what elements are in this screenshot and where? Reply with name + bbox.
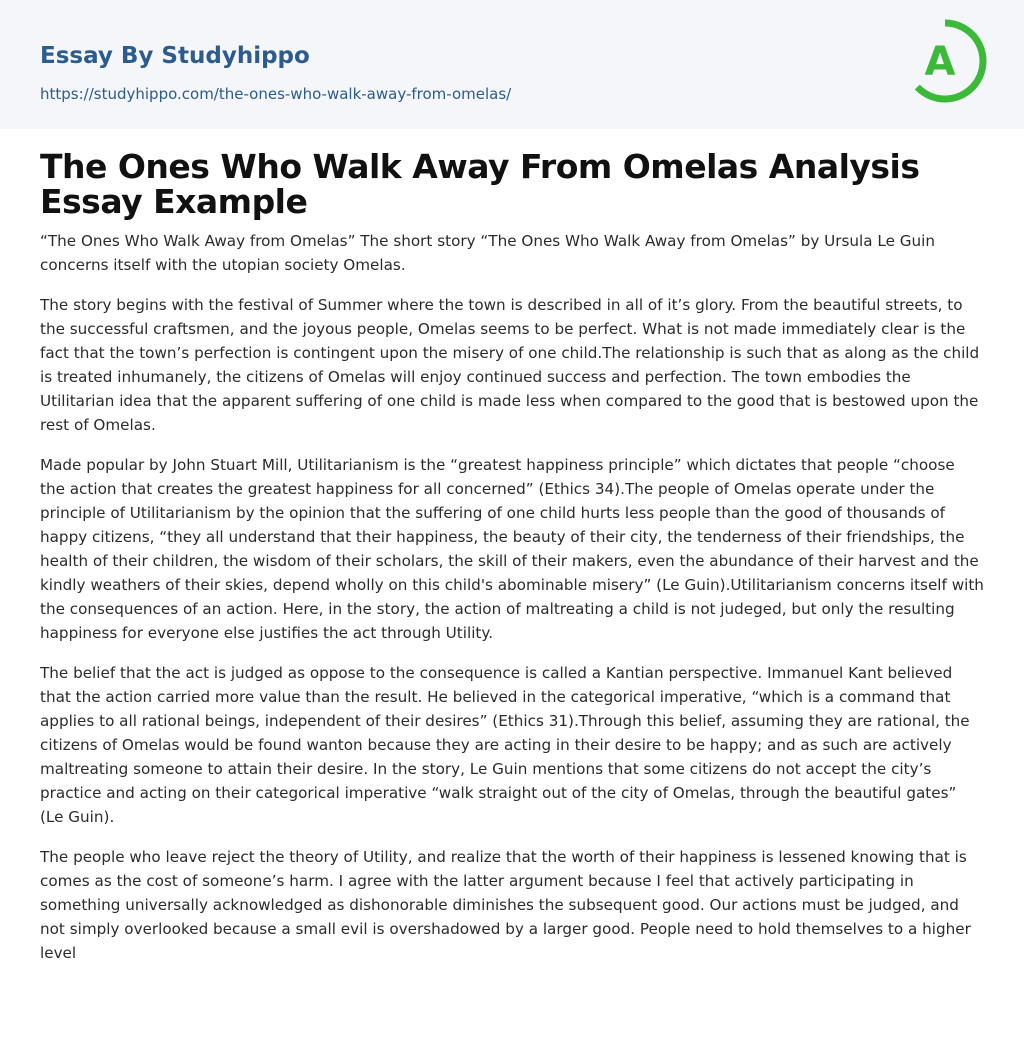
essay-title: The Ones Who Walk Away From Omelas Analysis Essay Example xyxy=(40,147,920,221)
logo-graphic xyxy=(902,18,988,104)
logo-letter: A xyxy=(924,39,956,85)
essay-paragraph: The belief that the act is judged as oppose to the consequence is called a Kantian perspective. Immanuel Kant believed that the action carried more value than the result. He believed in the categorical imperative, “which is a command that applies to all rational beings, independent of their desires” (Ethics 31).Through this belief, assuming they are rational, the citizens of Omelas would be found wanton because they are acting in their desire to be happy; and as such are actively maltreating someone to attain their desire. In the story, Le Guin mentions that some citizens do not accept the city’s practice and acting on their categorical imperative “walk straight out of the city of Omelas, through the beautiful gates” (Le Guin). xyxy=(40,664,970,826)
site-brand[interactable]: Essay By Studyhippo xyxy=(40,43,310,69)
studyhippo-logo-icon[interactable] xyxy=(902,18,988,104)
site-header xyxy=(0,0,1024,129)
essay-body xyxy=(40,229,984,981)
essay-paragraph: “The Ones Who Walk Away from Omelas” The short story “The Ones Who Walk Away from Omelas” by Ursula Le Guin concerns itself with the utopian society Omelas. xyxy=(40,232,936,274)
essay-paragraph: Made popular by John Stuart Mill, Utilitarianism is the “greatest happiness principle” which dictates that people “choose the action that creates the greatest happiness for all concerned” (Ethics 34).The people of Omelas operate under the principle of Utilitarianism by the opinion that the suffering of one child hurts less people than the good of thousands of happy citizens, “they all understand that their happiness, the beauty of their city, the tenderness of their friendships, the health of their children, the wisdom of their scholars, the skill of their makers, even the abundance of their harvest and the kindly weathers of their skies, depend wholly on this child's abominable misery” (Le Guin).Utilitarianism concerns itself with the consequences of an action. Here, in the story, the action of maltreating a child is not judeged, but only the resulting happiness for everyone else justifies the act through Utility. xyxy=(40,456,984,642)
essay-paragraph: The story begins with the festival of Summer where the town is described in all of it’s glory. From the beautiful streets, to the successful craftsmen, and the joyous people, Omelas seems to be perfect. What is not made immediately clear is the fact that the town’s perfection is contingent upon the misery of one child.The relationship is such that as along as the child is treated inhumanely, the citizens of Omelas will enjoy continued success and perfection. The town embodies the Utilitarian idea that the apparent suffering of one child is made less when compared to the good that is bestowed upon the rest of Omelas. xyxy=(40,296,980,434)
essay-paragraph: The people who leave reject the theory of Utility, and realize that the worth of their happiness is lessened knowing that is comes as the cost of someone’s harm. I agree with the latter argument because I feel that actively participating in something universally acknowledged as dishonorable diminishes the subsequent good. Our actions must be judged, and not simply overlooked because a small evil is overshadowed by a larger good. People need to hold themselves to a higher level xyxy=(40,848,971,962)
essay-url-link[interactable]: https://studyhippo.com/the-ones-who-walk-away-from-omelas/ xyxy=(40,85,512,103)
